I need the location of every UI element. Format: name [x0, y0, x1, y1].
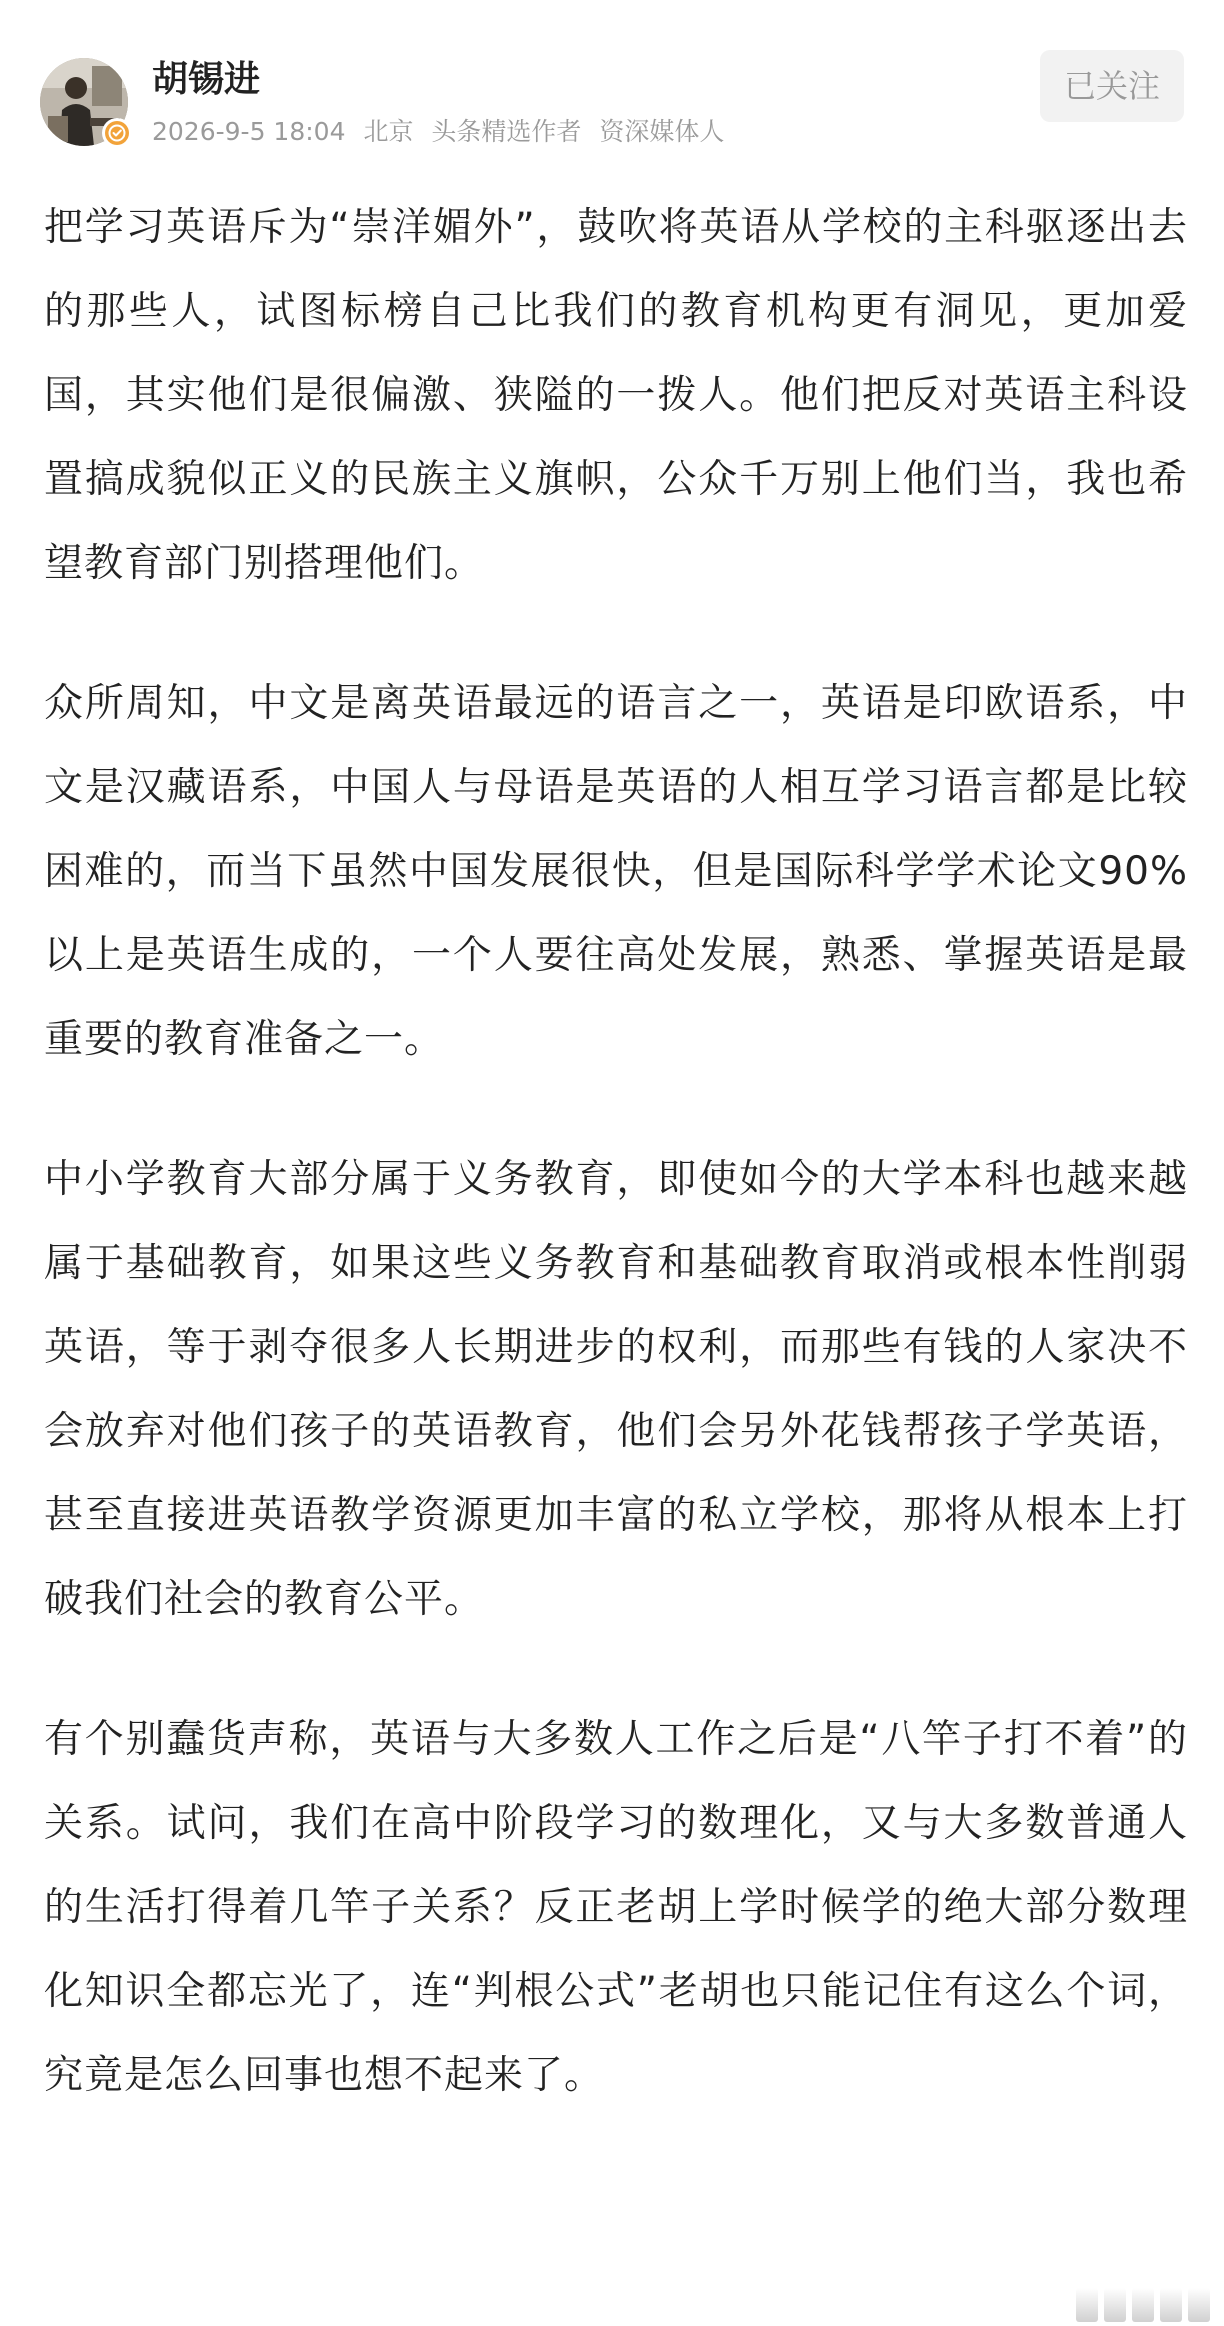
author-name[interactable]: 胡锡进 [152, 59, 261, 100]
article-paragraph-3: 中小学教育大部分属于义务教育，即使如今的大学本科也越来越属于基础教育，如果这些义务教育和基础教育取消或根本性削弱英语，等于剥夺很多人长期进步的权利，而那些有钱的人家决不会放弃对他们孩子的英语教育，他们会另外花钱帮孩子学英语，甚至直接进英语教学资源更加丰富的私立学校，那将从根本上打破我们社会的教育公平。 [44, 1157, 1188, 1622]
article-header [0, 0, 1224, 170]
article-body [44, 186, 1188, 2174]
corner-watermark-icon [1020, 2278, 1210, 2322]
post-meta [152, 116, 734, 148]
author-tag-media: 资深媒体人 [599, 117, 725, 146]
post-datetime: 2026-9-5 18:04 [152, 117, 346, 146]
article-paragraph-1: 把学习英语斥为“崇洋媚外”，鼓吹将英语从学校的主科驱逐出去的那些人，试图标榜自己比我们的教育机构更有洞见，更加爱国，其实他们是很偏激、狭隘的一拨人。他们把反对英语主科设置搞成貌似正义的民族主义旗帜，公众千万别上他们当，我也希望教育部门别搭理他们。 [44, 205, 1188, 586]
follow-button[interactable]: 已关注 [1040, 50, 1184, 122]
author-tag-selected: 头条精选作者 [431, 117, 582, 146]
article-paragraph-2: 众所周知，中文是离英语最远的语言之一，英语是印欧语系，中文是汉藏语系，中国人与母语是英语的人相互学习语言都是比较困难的，而当下虽然中国发展很快，但是国际科学学术论文90%以上是英语生成的，一个人要往高处发展，熟悉、掌握英语是最重要的教育准备之一。 [44, 681, 1188, 1062]
verified-badge-icon [102, 118, 132, 148]
post-location: 北京 [363, 117, 414, 146]
article-paragraph-4: 有个别蠢货声称，英语与大多数人工作之后是“八竿子打不着”的关系。试问，我们在高中阶段学习的数理化，又与大多数普通人的生活打得着几竿子关系？反正老胡上学时候学的绝大部分数理化知识全都忘光了，连“判根公式”老胡也只能记住有这么个词，究竟是怎么回事也想不起来了。 [44, 1717, 1188, 2098]
author-avatar[interactable] [40, 58, 128, 146]
